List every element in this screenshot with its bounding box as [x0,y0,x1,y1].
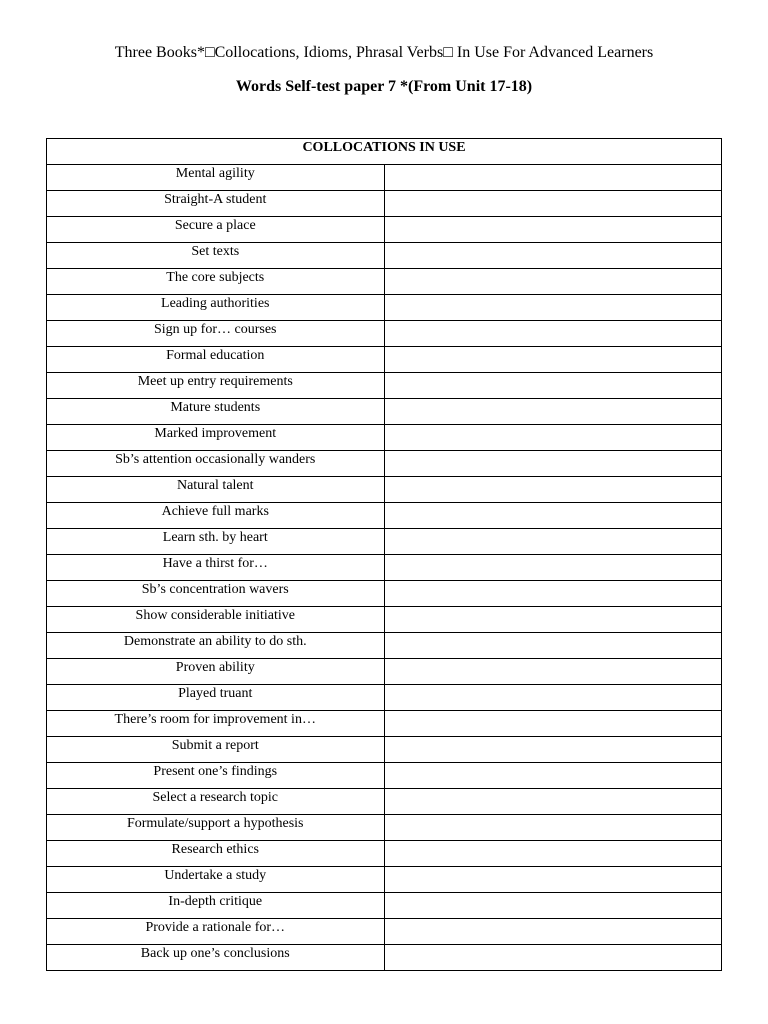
table-row [47,425,722,451]
answer-cell[interactable] [384,269,722,295]
table-header-row [47,139,722,165]
table-row [47,503,722,529]
answer-cell[interactable] [384,347,722,373]
answer-cell[interactable] [384,399,722,425]
answer-cell[interactable] [384,815,722,841]
collocation-term-cell: Research ethics [47,841,385,867]
collocation-term-cell: In-depth critique [47,893,385,919]
table-row [47,295,722,321]
document-title: Three Books*□Collocations, Idioms, Phrasal Verbs□ In Use For Advanced Learners [114,44,654,61]
collocation-term-cell: Set texts [47,243,385,269]
collocation-term-cell: The core subjects [47,269,385,295]
collocation-term-cell: Natural talent [47,477,385,503]
answer-cell[interactable] [384,321,722,347]
collocation-term-cell: Leading authorities [47,295,385,321]
table-row [47,347,722,373]
answer-cell[interactable] [384,711,722,737]
collocation-term-cell: There’s room for improvement in… [47,711,385,737]
answer-cell[interactable] [384,867,722,893]
collocation-term-cell: Straight-A student [47,191,385,217]
collocation-term-cell: Demonstrate an ability to do sth. [47,633,385,659]
answer-cell[interactable] [384,763,722,789]
answer-cell[interactable] [384,945,722,971]
answer-cell[interactable] [384,295,722,321]
collocation-term-cell: Submit a report [47,737,385,763]
table-heading: COLLOCATIONS IN USE [47,139,722,165]
answer-cell[interactable] [384,191,722,217]
answer-cell[interactable] [384,581,722,607]
answer-cell[interactable] [384,659,722,685]
collocation-term-cell: Show considerable initiative [47,607,385,633]
collocation-term-cell: Sign up for… courses [47,321,385,347]
table-row [47,451,722,477]
table-row [47,711,722,737]
collocation-term-cell: Provide a rationale for… [47,919,385,945]
collocation-term-cell: Select a research topic [47,789,385,815]
answer-cell[interactable] [384,789,722,815]
answer-cell[interactable] [384,893,722,919]
collocation-term-cell: Marked improvement [47,425,385,451]
answer-cell[interactable] [384,425,722,451]
table-row [47,685,722,711]
answer-cell[interactable] [384,919,722,945]
answer-cell[interactable] [384,477,722,503]
table-row [47,191,722,217]
table-row [47,659,722,685]
table-body [47,165,722,971]
answer-cell[interactable] [384,451,722,477]
answer-cell[interactable] [384,217,722,243]
table-row [47,607,722,633]
table-row [47,789,722,815]
answer-cell[interactable] [384,737,722,763]
collocation-term-cell: Formal education [47,347,385,373]
collocations-table [46,138,722,971]
collocation-term-cell: Learn sth. by heart [47,529,385,555]
table-row [47,217,722,243]
collocation-term-cell: Have a thirst for… [47,555,385,581]
answer-cell[interactable] [384,243,722,269]
table-row [47,815,722,841]
table-row [47,399,722,425]
answer-cell[interactable] [384,165,722,191]
table-row [47,945,722,971]
collocation-term-cell: Undertake a study [47,867,385,893]
answer-cell[interactable] [384,607,722,633]
answer-cell[interactable] [384,633,722,659]
collocation-term-cell: Back up one’s conclusions [47,945,385,971]
table-row [47,373,722,399]
answer-cell[interactable] [384,373,722,399]
collocation-term-cell: Played truant [47,685,385,711]
table-row [47,555,722,581]
table-row [47,243,722,269]
collocation-term-cell: Proven ability [47,659,385,685]
collocation-term-cell: Mental agility [47,165,385,191]
document-subtitle: Words Self-test paper 7 *(From Unit 17-18) [235,78,533,95]
table-row [47,529,722,555]
collocation-term-cell: Meet up entry requirements [47,373,385,399]
table-row [47,763,722,789]
collocation-term-cell: Present one’s findings [47,763,385,789]
table-row [47,165,722,191]
answer-cell[interactable] [384,685,722,711]
collocation-term-cell: Sb’s attention occasionally wanders [47,451,385,477]
answer-cell[interactable] [384,503,722,529]
table-row [47,893,722,919]
table-row [47,477,722,503]
answer-cell[interactable] [384,529,722,555]
table-row [47,581,722,607]
table-row [47,737,722,763]
collocation-term-cell: Sb’s concentration wavers [47,581,385,607]
table-row [47,633,722,659]
collocation-term-cell: Achieve full marks [47,503,385,529]
collocation-term-cell: Secure a place [47,217,385,243]
answer-cell[interactable] [384,841,722,867]
answer-cell[interactable] [384,555,722,581]
table-row [47,841,722,867]
table-row [47,269,722,295]
collocation-term-cell: Formulate/support a hypothesis [47,815,385,841]
collocation-term-cell: Mature students [47,399,385,425]
table-row [47,867,722,893]
table-row [47,321,722,347]
table-row [47,919,722,945]
